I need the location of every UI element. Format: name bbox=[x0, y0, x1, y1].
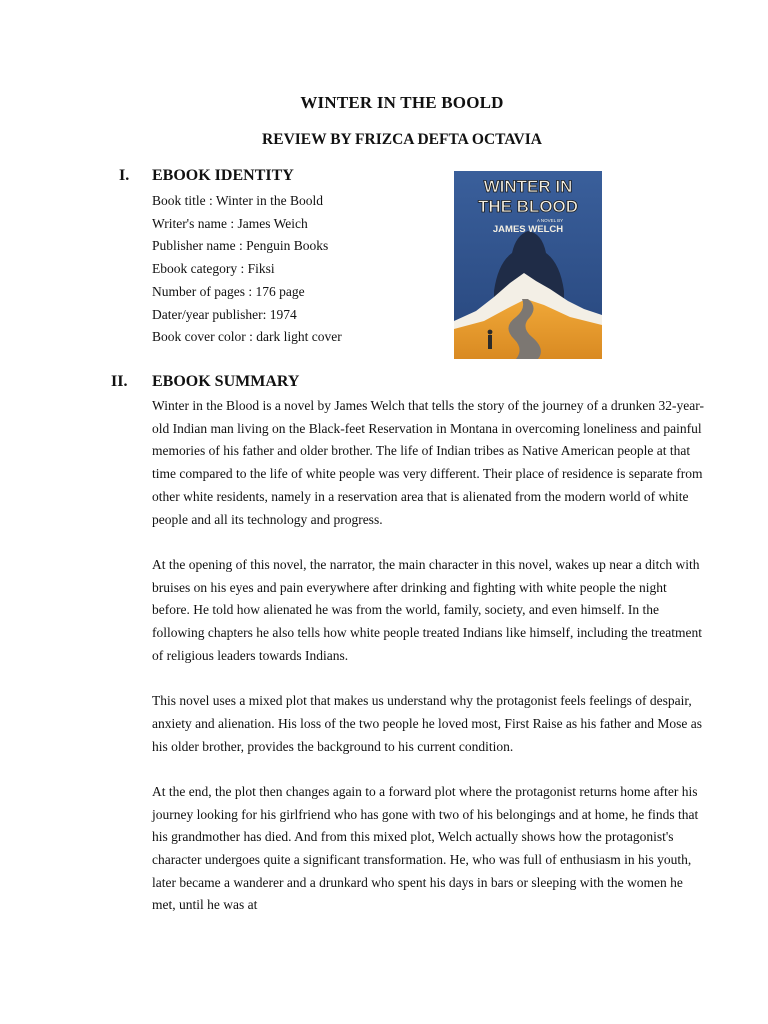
section-heading-identity: EBOOK IDENTITY bbox=[152, 167, 294, 184]
identity-item-year: Dater/year publisher: 1974 bbox=[152, 306, 297, 322]
book-cover-image bbox=[454, 171, 602, 359]
document-title: WINTER IN THE BOOLD bbox=[300, 93, 504, 112]
cover-title-line1: WINTER IN bbox=[483, 177, 573, 196]
identity-item-pages: Number of pages : 176 page bbox=[152, 283, 305, 299]
summary-paragraph: At the opening of this novel, the narrator, the main character in this novel, wakes up near a ditch with bruises on his eyes and pain everywhere after drinking and fighting with white people the night before. He told how alienated he was from the world, family, society, and even himself. In the following chapters he also tells how white people treated Indians like himself, including the treatment of religious leaders towards Indians. bbox=[152, 556, 702, 663]
cover-title-line2: THE BLOOD bbox=[477, 197, 579, 216]
identity-list bbox=[152, 190, 342, 349]
section-number-identity: I. bbox=[119, 167, 130, 184]
cover-author: JAMES WELCH bbox=[492, 224, 564, 235]
identity-item-cover-color: Book cover color : dark light cover bbox=[152, 329, 342, 345]
cover-tagline: A NOVEL BY bbox=[536, 218, 564, 223]
identity-item-book-title: Book title : Winter in the Boold bbox=[152, 193, 323, 208]
section-number-summary: II. bbox=[111, 373, 128, 390]
section-heading-summary: EBOOK SUMMARY bbox=[152, 373, 300, 390]
identity-item-category: Ebook category : Fiksi bbox=[152, 261, 275, 277]
summary-body bbox=[152, 395, 704, 940]
summary-paragraph: This novel uses a mixed plot that makes us understand why the protagonist feels feelings of despair, anxiety and alienation. His loss of the two people he loved most, First Raise as his father and Mose as his older brother, provides the background to his current condition. bbox=[152, 693, 703, 754]
identity-item-publisher: Publisher name : Penguin Books bbox=[152, 238, 329, 254]
summary-paragraph: At the end, the plot then changes again to a forward plot where the protagonist returns home after his journey looking for his girlfriend who has gone with two of his belongings and at home, he finds that his grandmother has died. And from this mixed plot, Welch actually shows how the protagonist's character undergoes quite a significant transformation. He, who was full of enthusiasm in his youth, later became a wanderer and a drunkard who spent his days in bars or sleeping with the women he met, until he was at bbox=[152, 783, 699, 913]
identity-item-writer: Writer's name : James Weich bbox=[152, 215, 308, 231]
document-subtitle: REVIEW BY FRIZCA DEFTA OCTAVIA bbox=[262, 131, 542, 148]
summary-paragraph: Winter in the Blood is a novel by James Welch that tells the story of the journey of a drunken 32-year-old Indian man living on the Black-feet Reservation in Montana in overcoming loneliness and painful memories of his father and older brother. The life of Indian tribes as Native American people at that time compared to the life of white people was very different. Their place of residence is separate from other white residents, namely in a reservation area that is alienated from the modern world of white people and all its technology and progress. bbox=[152, 398, 704, 527]
cover-walker bbox=[488, 335, 492, 349]
